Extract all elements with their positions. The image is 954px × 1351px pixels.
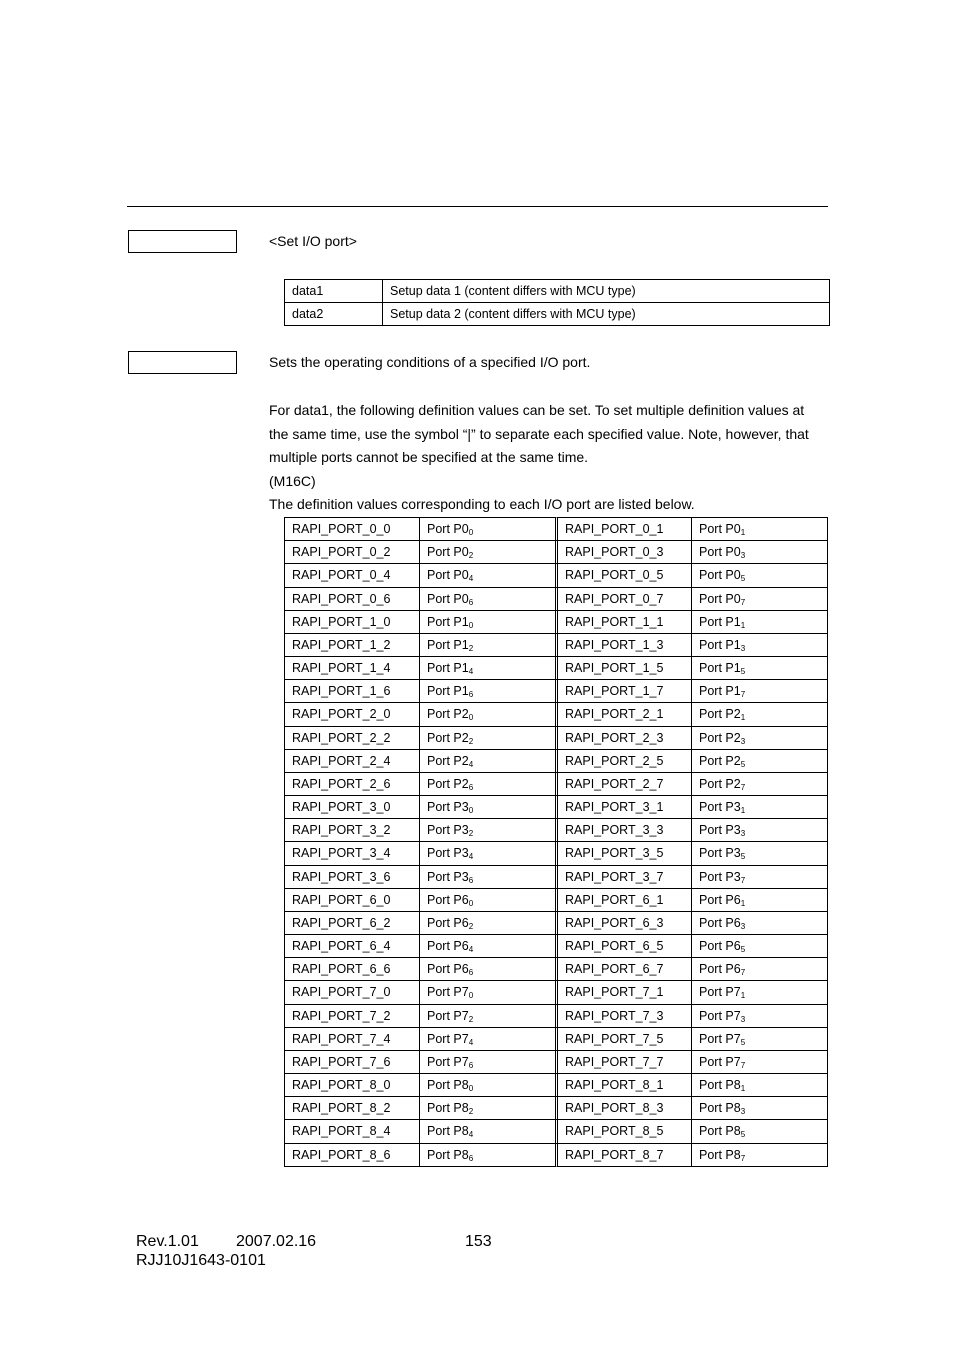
port-definition-name: RAPI_PORT_3_2 — [284, 818, 420, 842]
port-base: Port P3 — [427, 846, 469, 861]
port-label — [691, 795, 828, 819]
port-label — [419, 726, 556, 750]
port-label — [691, 587, 828, 611]
port-definition-name: RAPI_PORT_0_6 — [284, 587, 420, 611]
port-base: Port P2 — [427, 730, 469, 745]
port-label — [691, 818, 828, 842]
port-base: Port P6 — [699, 915, 741, 930]
footer-document-number: RJJ10J1643-0101 — [136, 1252, 266, 1269]
port-label — [691, 540, 828, 564]
param-name: data1 — [285, 280, 383, 303]
port-definition-name: RAPI_PORT_8_5 — [555, 1119, 692, 1143]
port-label — [419, 1143, 556, 1167]
port-bit-subscript: 3 — [740, 1014, 746, 1024]
port-base: Port P6 — [427, 939, 469, 954]
port-base: Port P7 — [699, 985, 741, 1000]
port-label — [419, 818, 556, 842]
port-label — [691, 517, 828, 541]
port-bit-subscript: 4 — [468, 1130, 474, 1140]
port-label — [691, 1096, 828, 1120]
port-definition-name: RAPI_PORT_2_6 — [284, 772, 420, 796]
port-base: Port P7 — [699, 1031, 741, 1046]
port-label — [419, 587, 556, 611]
port-definition-name: RAPI_PORT_7_3 — [555, 1004, 692, 1028]
port-bit-subscript: 4 — [468, 574, 474, 584]
port-bit-subscript: 0 — [468, 806, 474, 816]
port-bit-subscript: 6 — [468, 1153, 474, 1163]
port-definition-name: RAPI_PORT_6_6 — [284, 957, 420, 981]
port-bit-subscript: 7 — [740, 690, 746, 700]
port-label — [691, 563, 828, 587]
port-bit-subscript: 4 — [468, 1037, 474, 1047]
port-label — [691, 980, 828, 1004]
port-label — [419, 795, 556, 819]
port-base: Port P0 — [427, 591, 469, 606]
port-base: Port P1 — [699, 637, 741, 652]
port-label — [419, 1119, 556, 1143]
port-bit-subscript: 5 — [740, 852, 746, 862]
port-bit-subscript: 4 — [468, 852, 474, 862]
port-base: Port P2 — [427, 776, 469, 791]
port-bit-subscript: 4 — [468, 667, 474, 677]
port-bit-subscript: 1 — [740, 713, 746, 723]
port-bit-subscript: 3 — [740, 551, 746, 561]
port-bit-subscript: 3 — [740, 1107, 746, 1117]
port-definition-name: RAPI_PORT_2_7 — [555, 772, 692, 796]
port-label — [691, 865, 828, 889]
port-bit-subscript: 7 — [740, 1060, 746, 1070]
description-para-line3: multiple ports cannot be specified at the same time. — [269, 449, 589, 465]
port-label — [419, 656, 556, 680]
port-bit-subscript: 3 — [740, 921, 746, 931]
param-desc: Setup data 2 (content differs with MCU type) — [383, 303, 830, 326]
port-bit-subscript: 2 — [468, 643, 474, 653]
port-base: Port P7 — [427, 1008, 469, 1023]
port-base: Port P0 — [427, 568, 469, 583]
port-label — [419, 934, 556, 958]
port-definition-name: RAPI_PORT_1_6 — [284, 679, 420, 703]
port-definition-name: RAPI_PORT_7_4 — [284, 1027, 420, 1051]
port-label — [691, 1073, 828, 1097]
port-bit-subscript: 7 — [740, 1153, 746, 1163]
port-base: Port P7 — [427, 1054, 469, 1069]
port-base: Port P0 — [699, 545, 741, 560]
port-base: Port P7 — [699, 1054, 741, 1069]
port-base: Port P1 — [699, 661, 741, 676]
port-bit-subscript: 5 — [740, 1037, 746, 1047]
port-definition-name: RAPI_PORT_2_1 — [555, 702, 692, 726]
port-bit-subscript: 7 — [740, 968, 746, 978]
port-label — [419, 1004, 556, 1028]
port-label — [691, 772, 828, 796]
port-base: Port P7 — [699, 1008, 741, 1023]
port-definition-name: RAPI_PORT_6_5 — [555, 934, 692, 958]
port-definition-name: RAPI_PORT_1_0 — [284, 610, 420, 634]
port-definition-name: RAPI_PORT_0_7 — [555, 587, 692, 611]
parameter-table — [284, 279, 830, 326]
param-name: data2 — [285, 303, 383, 326]
port-definition-name: RAPI_PORT_3_5 — [555, 841, 692, 865]
port-label — [419, 772, 556, 796]
port-bit-subscript: 2 — [468, 1014, 474, 1024]
port-definition-name: RAPI_PORT_8_7 — [555, 1143, 692, 1167]
footer-revision: Rev.1.01 — [136, 1233, 199, 1250]
port-base: Port P6 — [427, 962, 469, 977]
port-label — [419, 1027, 556, 1051]
port-definition-name: RAPI_PORT_1_5 — [555, 656, 692, 680]
port-label — [419, 540, 556, 564]
port-bit-subscript: 0 — [468, 620, 474, 630]
port-bit-subscript: 7 — [740, 875, 746, 885]
port-base: Port P1 — [427, 684, 469, 699]
port-bit-subscript: 6 — [468, 782, 474, 792]
port-base: Port P6 — [427, 915, 469, 930]
syntax-label-box — [128, 230, 237, 253]
port-bit-subscript: 7 — [740, 597, 746, 607]
port-definition-name: RAPI_PORT_3_7 — [555, 865, 692, 889]
page-number: 153 — [465, 1233, 492, 1250]
port-definition-name: RAPI_PORT_7_6 — [284, 1050, 420, 1074]
port-definition-name: RAPI_PORT_0_4 — [284, 563, 420, 587]
table-row — [285, 280, 830, 303]
port-definition-name: RAPI_PORT_2_0 — [284, 702, 420, 726]
port-bit-subscript: 5 — [740, 667, 746, 677]
port-label — [691, 911, 828, 935]
port-label — [419, 911, 556, 935]
port-base: Port P3 — [699, 800, 741, 815]
port-base: Port P3 — [427, 823, 469, 838]
port-bit-subscript: 5 — [740, 574, 746, 584]
port-base: Port P6 — [699, 962, 741, 977]
port-bit-subscript: 2 — [468, 1107, 474, 1117]
port-definition-name: RAPI_PORT_8_2 — [284, 1096, 420, 1120]
port-label — [419, 563, 556, 587]
footer-date: 2007.02.16 — [236, 1233, 317, 1250]
port-definition-name: RAPI_PORT_3_4 — [284, 841, 420, 865]
port-definition-name: RAPI_PORT_1_7 — [555, 679, 692, 703]
port-label — [419, 633, 556, 657]
port-label — [691, 702, 828, 726]
port-base: Port P3 — [699, 846, 741, 861]
port-bit-subscript: 3 — [740, 736, 746, 746]
port-base: Port P0 — [427, 545, 469, 560]
port-base: Port P8 — [699, 1078, 741, 1093]
port-bit-subscript: 5 — [740, 1130, 746, 1140]
port-base: Port P1 — [699, 614, 741, 629]
port-base: Port P2 — [699, 730, 741, 745]
port-bit-subscript: 6 — [468, 690, 474, 700]
description-summary: Sets the operating conditions of a specified I/O port. — [269, 354, 591, 370]
port-definition-name: RAPI_PORT_3_6 — [284, 865, 420, 889]
table-row — [285, 303, 830, 326]
port-bit-subscript: 3 — [740, 643, 746, 653]
port-base: Port P2 — [699, 707, 741, 722]
port-base: Port P8 — [427, 1147, 469, 1162]
port-bit-subscript: 7 — [740, 782, 746, 792]
port-label — [691, 749, 828, 773]
port-label — [419, 749, 556, 773]
port-definition-name: RAPI_PORT_7_1 — [555, 980, 692, 1004]
param-desc: Setup data 1 (content differs with MCU type) — [383, 280, 830, 303]
port-base: Port P0 — [699, 568, 741, 583]
port-definition-name: RAPI_PORT_0_0 — [284, 517, 420, 541]
port-definition-name: RAPI_PORT_6_1 — [555, 888, 692, 912]
port-bit-subscript: 6 — [468, 597, 474, 607]
port-definition-name: RAPI_PORT_7_5 — [555, 1027, 692, 1051]
port-bit-subscript: 6 — [468, 968, 474, 978]
port-definition-name: RAPI_PORT_8_6 — [284, 1143, 420, 1167]
port-bit-subscript: 6 — [468, 1060, 474, 1070]
port-base: Port P2 — [427, 753, 469, 768]
port-label — [419, 865, 556, 889]
port-label — [691, 1004, 828, 1028]
port-label — [419, 1050, 556, 1074]
port-base: Port P1 — [427, 637, 469, 652]
port-definition-name: RAPI_PORT_8_0 — [284, 1073, 420, 1097]
port-definition-name: RAPI_PORT_7_0 — [284, 980, 420, 1004]
port-base: Port P8 — [427, 1101, 469, 1116]
port-bit-subscript: 2 — [468, 551, 474, 561]
port-base: Port P8 — [699, 1147, 741, 1162]
port-definition-name: RAPI_PORT_0_5 — [555, 563, 692, 587]
port-base: Port P1 — [427, 661, 469, 676]
port-definition-name: RAPI_PORT_3_1 — [555, 795, 692, 819]
port-base: Port P0 — [427, 522, 469, 536]
port-label — [691, 656, 828, 680]
header-rule — [127, 206, 828, 207]
port-definition-name: RAPI_PORT_2_2 — [284, 726, 420, 750]
port-bit-subscript: 2 — [468, 829, 474, 839]
port-definition-name: RAPI_PORT_2_5 — [555, 749, 692, 773]
port-bit-subscript: 0 — [468, 1084, 474, 1094]
table-intro: The definition values corresponding to each I/O port are listed below. — [269, 496, 695, 512]
port-bit-subscript: 3 — [740, 829, 746, 839]
port-definition-name: RAPI_PORT_0_2 — [284, 540, 420, 564]
description-para-line2: the same time, use the symbol “|” to separate each specified value. Note, however, that — [269, 425, 809, 442]
port-definition-name: RAPI_PORT_0_3 — [555, 540, 692, 564]
port-label — [419, 1096, 556, 1120]
port-definition-name: RAPI_PORT_2_4 — [284, 749, 420, 773]
port-base: Port P3 — [699, 869, 741, 884]
port-bit-subscript: 6 — [468, 875, 474, 885]
port-base: Port P2 — [699, 753, 741, 768]
port-bit-subscript: 4 — [468, 759, 474, 769]
port-definition-name: RAPI_PORT_6_3 — [555, 911, 692, 935]
port-definition-name: RAPI_PORT_6_4 — [284, 934, 420, 958]
port-base: Port P8 — [699, 1101, 741, 1116]
port-label — [691, 679, 828, 703]
port-definition-name: RAPI_PORT_1_4 — [284, 656, 420, 680]
port-bit-subscript: 5 — [740, 759, 746, 769]
port-label — [419, 1073, 556, 1097]
port-label — [691, 610, 828, 634]
port-definition-table — [284, 517, 830, 1167]
port-definition-name: RAPI_PORT_1_2 — [284, 633, 420, 657]
port-base: Port P7 — [427, 1031, 469, 1046]
port-bit-subscript: 5 — [740, 945, 746, 955]
port-bit-subscript: 0 — [468, 528, 474, 537]
port-label — [691, 1143, 828, 1167]
port-label — [419, 679, 556, 703]
port-base: Port P1 — [427, 614, 469, 629]
port-label — [419, 980, 556, 1004]
port-bit-subscript: 2 — [468, 736, 474, 746]
port-label — [419, 957, 556, 981]
port-definition-name: RAPI_PORT_3_3 — [555, 818, 692, 842]
syntax-call: <Set I/O port> — [269, 233, 357, 249]
port-label — [691, 1050, 828, 1074]
description-label-box — [128, 351, 237, 374]
port-label — [691, 726, 828, 750]
port-definition-name: RAPI_PORT_7_7 — [555, 1050, 692, 1074]
port-bit-subscript: 0 — [468, 991, 474, 1001]
port-definition-name: RAPI_PORT_8_4 — [284, 1119, 420, 1143]
port-definition-name: RAPI_PORT_0_1 — [555, 517, 692, 541]
port-label — [419, 841, 556, 865]
port-base: Port P6 — [699, 939, 741, 954]
port-bit-subscript: 1 — [740, 806, 746, 816]
port-base: Port P6 — [699, 892, 741, 907]
port-bit-subscript: 1 — [740, 620, 746, 630]
port-label — [691, 1119, 828, 1143]
port-label — [419, 610, 556, 634]
port-base: Port P3 — [427, 800, 469, 815]
port-definition-name: RAPI_PORT_8_3 — [555, 1096, 692, 1120]
port-definition-name: RAPI_PORT_3_0 — [284, 795, 420, 819]
port-label — [691, 888, 828, 912]
port-bit-subscript: 0 — [468, 898, 474, 908]
port-base: Port P7 — [427, 985, 469, 1000]
port-bit-subscript: 2 — [468, 921, 474, 931]
port-label — [691, 1027, 828, 1051]
port-definition-name: RAPI_PORT_1_3 — [555, 633, 692, 657]
port-bit-subscript: 1 — [740, 991, 746, 1001]
port-definition-name: RAPI_PORT_6_0 — [284, 888, 420, 912]
port-base: Port P8 — [427, 1124, 469, 1139]
port-base: Port P1 — [699, 684, 741, 699]
description-para-line1: For data1, the following definition values can be set. To set multiple definition values at — [269, 402, 805, 418]
port-label — [691, 633, 828, 657]
port-definition-name: RAPI_PORT_6_7 — [555, 957, 692, 981]
port-bit-subscript: 1 — [740, 898, 746, 908]
port-bit-subscript: 1 — [740, 528, 746, 537]
port-base: Port P8 — [427, 1078, 469, 1093]
port-base: Port P2 — [427, 707, 469, 722]
port-base: Port P6 — [427, 892, 469, 907]
port-label — [419, 517, 556, 541]
port-base: Port P0 — [699, 522, 741, 536]
port-definition-name: RAPI_PORT_6_2 — [284, 911, 420, 935]
port-definition-name: RAPI_PORT_7_2 — [284, 1004, 420, 1028]
port-bit-subscript: 1 — [740, 1084, 746, 1094]
port-base: Port P2 — [699, 776, 741, 791]
port-label — [691, 841, 828, 865]
port-definition-name: RAPI_PORT_1_1 — [555, 610, 692, 634]
port-label — [419, 702, 556, 726]
port-bit-subscript: 0 — [468, 713, 474, 723]
port-label — [691, 957, 828, 981]
port-label — [419, 888, 556, 912]
port-base: Port P3 — [427, 869, 469, 884]
port-bit-subscript: 4 — [468, 945, 474, 955]
port-base: Port P0 — [699, 591, 741, 606]
mcu-label: (M16C) — [269, 472, 316, 489]
port-definition-name: RAPI_PORT_8_1 — [555, 1073, 692, 1097]
port-definition-name: RAPI_PORT_2_3 — [555, 726, 692, 750]
port-base: Port P8 — [699, 1124, 741, 1139]
port-label — [691, 934, 828, 958]
port-base: Port P3 — [699, 823, 741, 838]
